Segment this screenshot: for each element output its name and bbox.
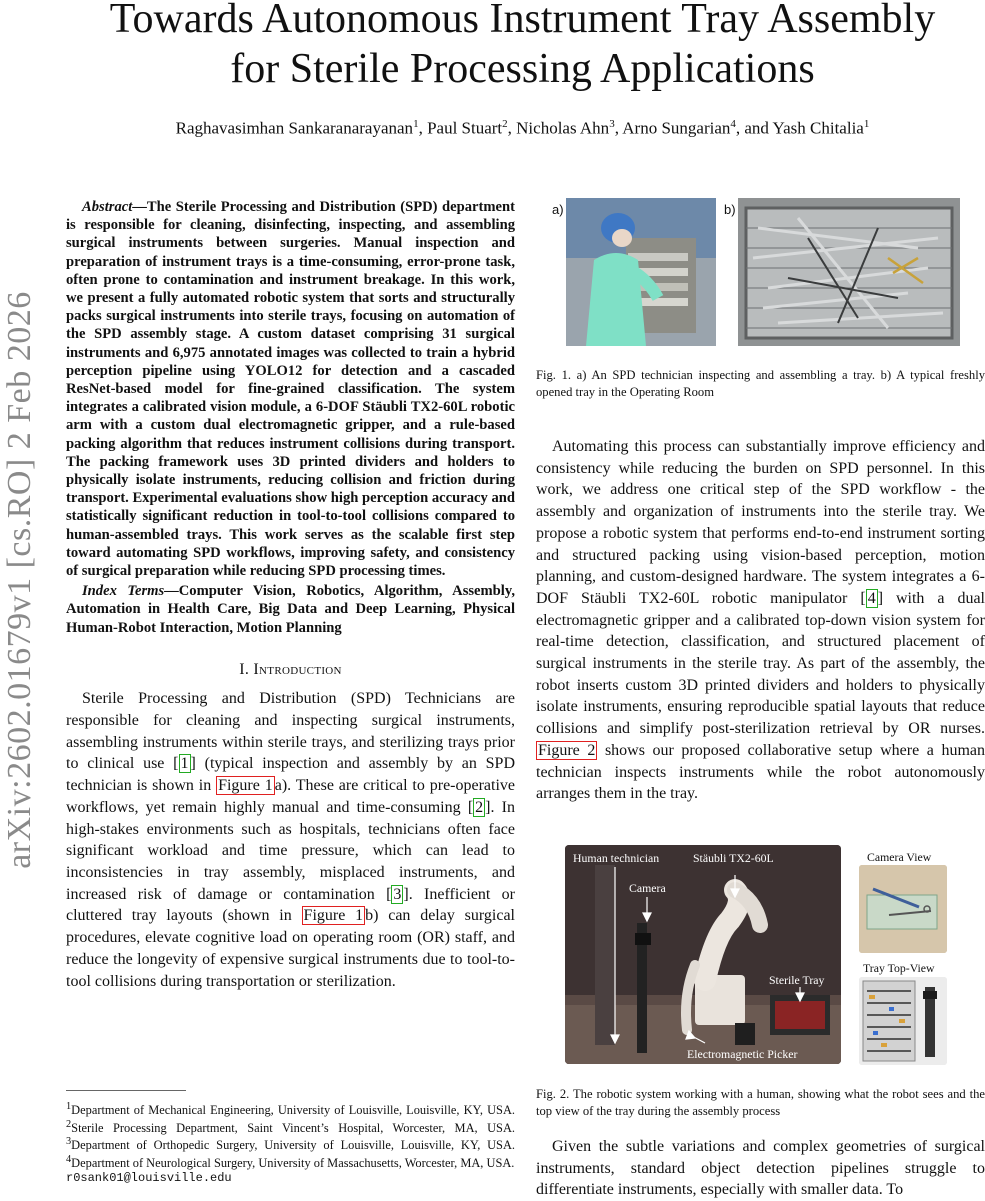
label-camera-view: Camera View: [867, 850, 932, 864]
abstract-text: —The Sterile Processing and Distribution (SPD) department is responsible for cleaning, disinfecting, inspecting, and assembling surgical instruments between surgeries. Manual inspection and preparation of instrument trays is a time-consuming, error-prone task, often prone to contamination and instrument breakage. In this work, we present a fully automated robotic system that sorts and structurally packs surgical instruments into sterile trays, focusing on automation of the SPD assembly stage. A custom dataset comprising 31 surgical instruments and 6,975 annotated images was collected to train a hybrid perception pipeline using YOLO12 for detection and a cascaded ResNet-based model for fine-grained classification. The system integrates a calibrated vision module, a 6-DOF Stäubli TX2-60L robotic arm with a custom dual electromagnetic gripper, and a rule-based packing algorithm that reduces instrument collisions during transport. The packing framework uses 3D printed dividers and holders to physically isolate instruments, reducing collision and friction during transport. Experimental evaluations show high perception accuracy and statistically significant reduction in tool-to-tool collisions compared to human-assembled trays. This work serves as the scalable first step toward automating SPD workflows, improving safety, and consistency of surgical preparation while reducing SPD processing times.: [66, 199, 515, 580]
footnote-rule: [66, 1090, 186, 1091]
tray-top-view-image: [859, 977, 947, 1065]
section-number: I.: [239, 660, 254, 678]
figure-2: [565, 845, 950, 1067]
footnote-affil-1: Department of Mechanical Engineering, University of Louisville, Louisville, KY, USA.: [71, 1103, 515, 1118]
fig2-main-photo: [565, 845, 841, 1064]
intro-text-5: ]. Inefficient or cluttered tray layouts (shown in: [66, 885, 515, 925]
intro-paragraph-2: [536, 436, 985, 805]
footnote-affil-4: Department of Neurological Surgery, University of Massachusetts, Worcester, MA, USA.: [71, 1155, 515, 1170]
index-terms-text: —Computer Vision, Robotics, Algorithm, Assembly, Automation in Health Care, Big Data and Deep Learning, Physical Human-Robot Interaction, Motion Planning: [66, 583, 515, 636]
intro-paragraph-1: [66, 688, 515, 992]
footnote-sup-4: 4: [66, 1153, 72, 1165]
tray-top-view-illustration: [859, 977, 947, 1065]
figure-1-link-b[interactable]: Figure 1: [303, 907, 364, 925]
author-4-affil: 4: [730, 118, 736, 130]
author-2-affil: 2: [502, 118, 508, 130]
index-terms-label: Index Terms: [82, 583, 165, 600]
intro-text-4: ]. In high-stakes environments such as hospitals, technicians often face significant workload and time pressure, which can lead to inconsistencies in tray assembly, misplaced instruments, and increased risk of damage or contamination [: [66, 798, 516, 903]
label-electromagnetic-picker: Electromagnetic Picker: [687, 1047, 798, 1061]
author-list: Raghavasimhan Sankaranarayanan$^1$, Paul Stuart$^2$, Nicholas Ahn$^3$, Arno Sungarian$^4$, and Yash Chitalia$^1$: [175, 118, 870, 138]
author-2: Paul Stuart: [427, 118, 503, 138]
fig1-photo-tray: [738, 198, 960, 346]
arxiv-identifier: arXiv:2602.01679v1 [cs.RO] 2 Feb 2026: [1, 291, 38, 869]
author-4: Arno Sungarian: [622, 118, 731, 138]
author-3-affil: 3: [609, 118, 615, 130]
label-tray-top-view: Tray Top-View: [863, 961, 935, 975]
intro-text-3: a). These are critical to pre-operative workflows, yet remain highly manual and time-consuming [: [66, 777, 516, 816]
intro-paragraph-3: Given the subtle variations and complex geometries of surgical instruments, standard object detection pipelines struggle to differentiate instruments, especially with smaller data. To: [536, 1138, 985, 1199]
author-1-affil: 1: [413, 118, 419, 130]
intro-text-2: ] (typical inspection and assembly by an SPD technician is shown in: [66, 755, 516, 795]
section-heading-introduction: [66, 659, 515, 681]
author-5-affil: 1: [863, 118, 870, 130]
citation-link-3[interactable]: 3: [393, 885, 402, 903]
contact-email[interactable]: r0sank01@louisville.edu: [66, 1171, 232, 1186]
fig1-photo-technician: [566, 198, 716, 346]
paper-title: [60, 0, 985, 94]
right-text-3: shows our proposed collaborative setup where a human technician inspects instruments while the robot autonomously arranges them in the tray.: [536, 741, 985, 803]
author-3: Nicholas Ahn: [516, 118, 610, 138]
author-5: and Yash Chitalia: [744, 118, 864, 138]
citation-link-2[interactable]: 2: [475, 798, 484, 816]
instrument-tray-illustration: [738, 198, 960, 346]
right-text-2: ] with a dual electromagnetic gripper and a calibrated top-down vision system for real-time detection, classification, and structured placement of surgical instruments in the sterile tray. As part of the assembly, the robot inserts custom 3D printed dividers and holders to physically isolate instruments, ensuring reproducible spatial layouts that reduce collisions and simplify post-sterilization retrieval by OR nurses.: [536, 589, 985, 738]
title-line-1: Towards Autonomous Instrument Tray Assembly: [109, 0, 936, 42]
footnote-sup-2: 2: [66, 1118, 72, 1130]
robot-scene-illustration: [565, 845, 841, 1064]
intro-text-1: Sterile Processing and Distribution (SPD) Technicians are responsible for cleaning and inspecting surgical instruments, assembling instruments within sterile trays, and sterilizing trays prior to clinical use [: [66, 690, 515, 773]
right-text-1: Automating this process can substantially improve efficiency and consistency while reducing the burden on SPD personnel. In this work, we address one critical step of the SPD workflow - the assembly and organization of instruments into the sterile tray. We propose a robotic system that performs end-to-end instrument sorting and structured packing using vision-based perception, motion planning, and custom-designed hardware. The system integrates a 6-DOF Stäubli TX2-60L robotic manipulator [: [536, 438, 985, 607]
fig1-label-b: b): [724, 202, 736, 217]
figure-2-link[interactable]: Figure 2: [538, 741, 596, 759]
label-staubli-arm: Stäubli TX2-60L: [693, 851, 774, 865]
camera-view-illustration: [859, 865, 947, 953]
citation-link-1[interactable]: 1: [180, 755, 189, 773]
figure-1-link-a[interactable]: Figure 1: [218, 777, 273, 795]
label-sterile-tray: Sterile Tray: [769, 973, 825, 987]
right-column-text: [536, 436, 985, 805]
footnote-sup-1: 1: [66, 1101, 72, 1112]
fig1-caption: Fig. 1. a) An SPD technician inspecting and assembling a tray. b) A typical freshly opened tray in the Operating Room: [536, 368, 985, 399]
camera-view-image: [859, 865, 947, 953]
section-title: Introduction: [253, 660, 342, 678]
index-terms: [66, 582, 515, 637]
citation-link-4[interactable]: 4: [867, 589, 876, 607]
abstract: [66, 198, 515, 580]
footnote-affil-2: Sterile Processing Department, Saint Vincent’s Hospital, Worcester, MA, USA.: [71, 1120, 515, 1135]
footnote-sup-3: 3: [66, 1136, 72, 1148]
intro-text-6: b) can delay surgical procedures, elevate cognitive load on operating room (OR) staff, and reduce the longevity of expensive surgical instruments due to tool-to-tool collisions during transportation or sterilization.: [66, 907, 515, 990]
author-1: Raghavasimhan Sankaranarayanan: [175, 118, 414, 138]
affiliation-footnote: [66, 1100, 515, 1186]
technician-illustration: [566, 198, 716, 346]
abstract-label: Abstract: [82, 199, 133, 215]
left-column: [66, 198, 515, 992]
right-column-text-bottom: [536, 1136, 985, 1201]
figure-1: [548, 198, 962, 348]
label-camera: Camera: [629, 881, 666, 895]
fig2-caption: Fig. 2. The robotic system working with a human, showing what the robot sees and the top view of the tray during the assembly process: [536, 1087, 985, 1118]
footnote-affil-3: Department of Orthopedic Surgery, University of Louisville, Louisville, KY, USA.: [71, 1138, 515, 1153]
fig1-label-a: a): [552, 202, 564, 217]
title-line-2: for Sterile Processing Applications: [230, 46, 815, 92]
label-human-technician: Human technician: [573, 851, 660, 865]
